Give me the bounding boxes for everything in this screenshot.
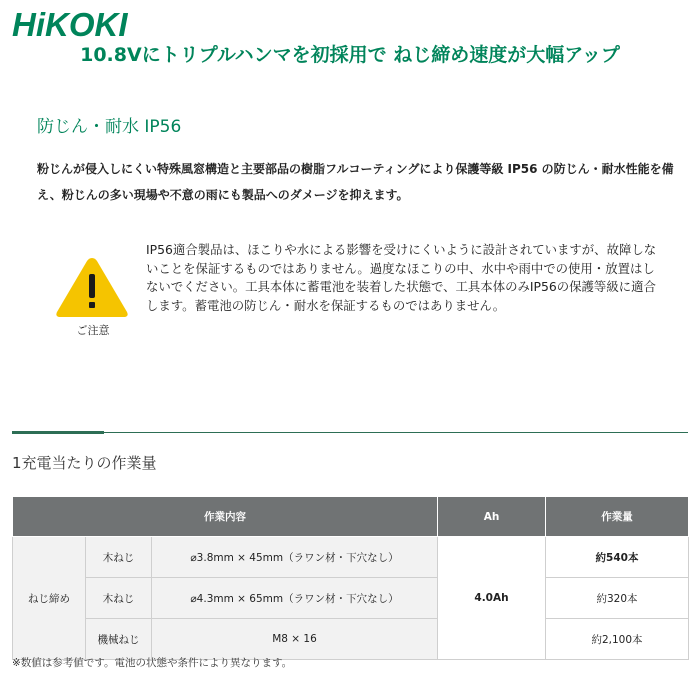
section-divider-accent <box>12 431 104 434</box>
spec-cell: M8 × 16 <box>152 619 438 660</box>
footnote: ※数値は参考値です。電池の状態や条件により異なります。 <box>12 657 293 669</box>
header-amount: 作業量 <box>546 497 689 537</box>
amount-cell: 約320本 <box>546 578 689 619</box>
header-ah: Ah <box>438 497 546 537</box>
amount-cell: 約540本 <box>546 537 689 578</box>
type-cell: 木ねじ <box>86 537 152 578</box>
spec-cell: ⌀3.8mm × 45mm（ラワン材・下穴なし） <box>152 537 438 578</box>
spec-cell: ⌀4.3mm × 65mm（ラワン材・下穴なし） <box>152 578 438 619</box>
table-row <box>13 619 689 660</box>
header-work: 作業内容 <box>13 497 438 537</box>
ah-cell: 4.0Ah <box>438 537 546 660</box>
section-title: 防じん・耐水 IP56 <box>37 117 182 137</box>
table-title: 1充電当たりの作業量 <box>12 454 157 472</box>
category-cell: ねじ締め <box>13 537 86 660</box>
caution-label: ご注意 <box>76 324 110 337</box>
warning-triangle-icon <box>54 254 130 320</box>
headline: 10.8Vにトリプルハンマを初採用で ねじ締め速度が大幅アップ <box>80 44 620 66</box>
hikoki-logo: HiKOKI <box>12 6 128 43</box>
section-divider <box>12 432 688 433</box>
caution-text: IP56適合製品は、ほこりや水による影響を受けにくいように設計されていますが、故障しないことを保証するものではありません。過度なほこりの中、水中や雨中での使用・放置はしないでください。工具本体に蓄電池を装着した状態で、工具本体のみIP56の保護等級に適合します。蓄電池の防じん・耐水を保証するものではありません。 <box>146 242 657 313</box>
table-row <box>13 537 689 578</box>
type-cell: 木ねじ <box>86 578 152 619</box>
type-cell: 機械ねじ <box>86 619 152 660</box>
amount-cell: 約2,100本 <box>546 619 689 660</box>
work-amount-table <box>12 496 689 660</box>
table-header-row <box>13 497 689 537</box>
section-description: 粉じんが侵入しにくい特殊風窓構造と主要部品の樹脂フルコーティングにより保護等級 IP56 の防じん・耐水性能を備え、粉じんの多い現場や不意の雨にも製品へのダメージを抑えます。 <box>37 162 674 202</box>
table-row <box>13 578 689 619</box>
